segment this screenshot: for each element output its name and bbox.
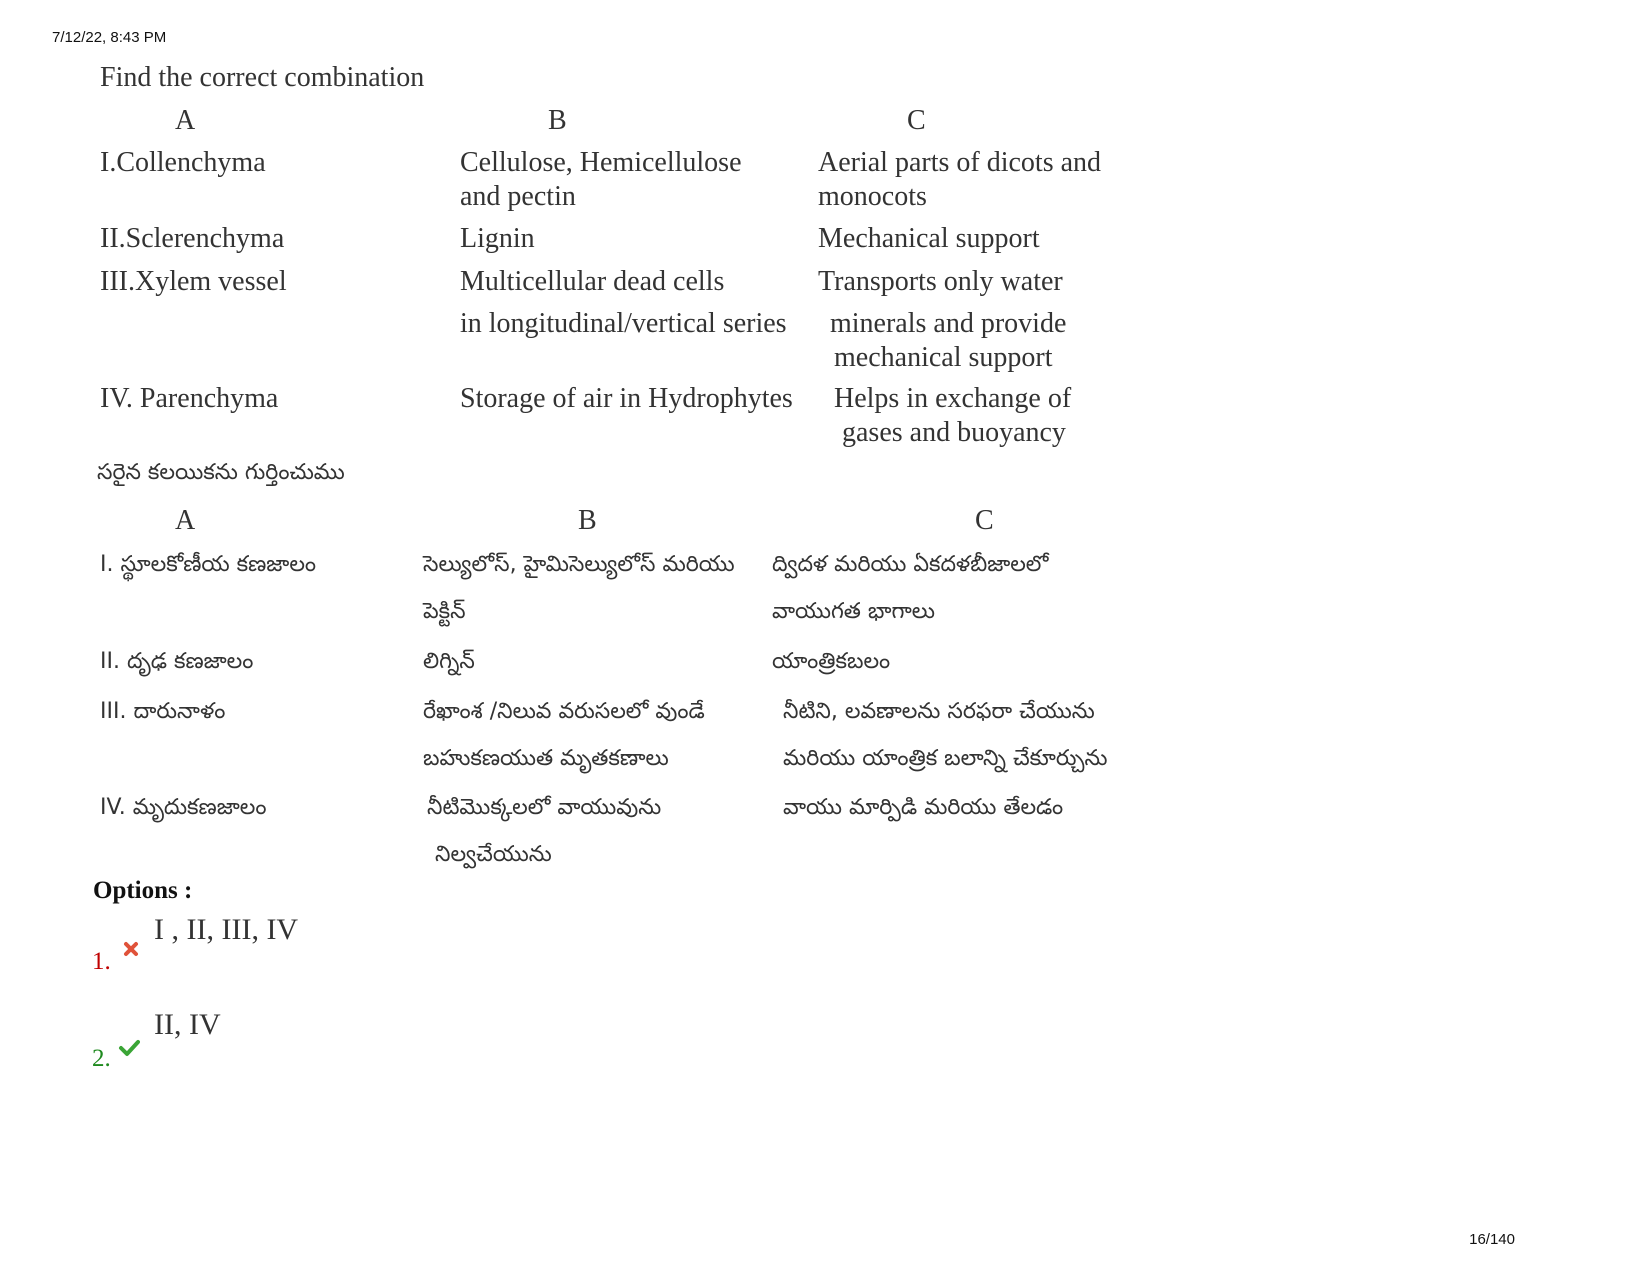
row-4-b: Storage of air in Hydrophytes xyxy=(460,383,793,414)
telugu-row-4-b-line-2: నిల్వచేయును xyxy=(435,842,552,867)
row-2-c: Mechanical support xyxy=(818,223,1040,254)
row-3-b-line-1: Multicellular dead cells xyxy=(460,266,725,297)
options-title: Options : xyxy=(93,877,193,904)
row-1-c-line-2: monocots xyxy=(818,181,927,212)
column-header-a: A xyxy=(175,105,196,136)
page-number: 16/140 xyxy=(1469,1231,1515,1248)
telugu-row-1-c-line-2: వాయుగత భాగాలు xyxy=(772,599,935,624)
row-3-c-line-1: Transports only water xyxy=(818,266,1063,297)
row-1-c-line-1: Aerial parts of dicots and xyxy=(818,147,1102,178)
row-1-b-line-2: and pectin xyxy=(460,181,576,212)
telugu-row-1-c-line-1: ద్విదళ మరియు ఏకదళబీజాలలో xyxy=(772,552,1049,577)
telugu-row-2-b: లిగ్నిన్ xyxy=(423,649,475,674)
telugu-row-4-b-line-1: నీటిమొక్కలలో వాయువును xyxy=(427,795,662,820)
telugu-row-1-a: I. స్థూలకోణీయ కణజాలం xyxy=(100,552,317,577)
option-2-text: II, IV xyxy=(154,1008,221,1041)
telugu-column-header-b: B xyxy=(578,505,597,536)
telugu-row-1-b-line-1: సెల్యులోస్, హైమిసెల్యులోస్ మరియు xyxy=(423,552,735,577)
row-4-c-line-2: gases and buoyancy xyxy=(842,417,1066,448)
telugu-row-2-a: II. దృఢ కణజాలం xyxy=(100,649,254,674)
option-1-number: 1. xyxy=(92,948,111,975)
telugu-row-3-c-line-1: నీటిని, లవణాలను సరఫరా చేయును xyxy=(783,699,1095,724)
telugu-row-3-c-line-2: మరియు యాంత్రిక బలాన్ని చేకూర్చును xyxy=(783,746,1108,771)
column-header-b: B xyxy=(548,105,567,136)
row-3-c-line-3: mechanical support xyxy=(834,342,1053,373)
telugu-row-3-b-line-1: రేఖాంశ /నిలువ వరుసలలో వుండే xyxy=(423,699,705,724)
option-1[interactable] xyxy=(92,948,140,976)
question-title: Find the correct combination xyxy=(100,62,425,93)
row-3-a: III.Xylem vessel xyxy=(100,266,287,297)
telugu-row-4-c: వాయు మార్పిడి మరియు తేలడం xyxy=(783,795,1064,820)
print-timestamp: 7/12/22, 8:43 PM xyxy=(52,29,167,46)
option-2-number: 2. xyxy=(92,1045,111,1072)
cross-icon xyxy=(122,940,140,958)
option-1-text: I , II, III, IV xyxy=(154,913,299,946)
telugu-row-1-b-line-2: పెక్టిన్ xyxy=(423,599,466,624)
telugu-row-3-b-line-2: బహుకణయుత మృతకణాలు xyxy=(423,746,669,771)
row-2-b: Lignin xyxy=(460,223,535,254)
row-4-a: IV. Parenchyma xyxy=(100,383,279,414)
telugu-question-title: సరైన కలయికను గుర్తించుము xyxy=(97,460,345,485)
telugu-column-header-c: C xyxy=(975,505,994,536)
row-4-c-line-1: Helps in exchange of xyxy=(834,383,1072,414)
telugu-row-4-a: IV. మృదుకణజాలం xyxy=(100,795,267,820)
column-header-c: C xyxy=(907,105,926,136)
telugu-row-3-a: III. దారునాళం xyxy=(100,699,226,724)
row-2-a: II.Sclerenchyma xyxy=(100,223,285,254)
option-2[interactable] xyxy=(92,1045,140,1073)
row-1-b-line-1: Cellulose, Hemicellulose xyxy=(460,147,742,178)
telugu-row-2-c: యాంత్రికబలం xyxy=(772,649,891,674)
row-3-b-line-2: in longitudinal/vertical series xyxy=(460,308,787,339)
row-1-a: I.Collenchyma xyxy=(100,147,266,178)
check-icon xyxy=(118,1039,140,1057)
row-3-c-line-2: minerals and provide xyxy=(830,308,1067,339)
telugu-column-header-a: A xyxy=(175,505,196,536)
